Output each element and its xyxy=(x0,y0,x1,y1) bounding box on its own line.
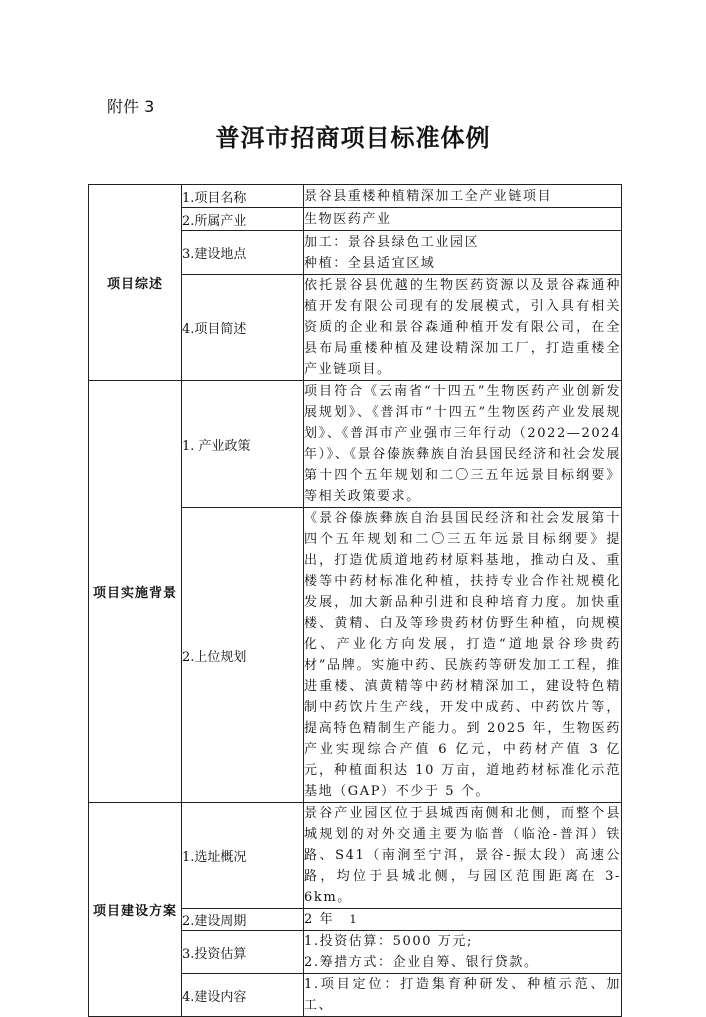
row-label: 2.建设周期 xyxy=(182,909,304,931)
row-label: 1.项目名称 xyxy=(182,185,304,208)
category-construction-plan: 项目建设方案 xyxy=(89,803,182,1017)
row-value: 景谷县重楼种植精深加工全产业链项目 xyxy=(304,185,622,208)
row-value: 项目符合《云南省“十四五”生物医药产业创新发展规划》、《普洱市“十四五”生物医药产业发展规划》、《普洱市产业强市三年行动（2022—2024 年）》、《景谷傣族彝族自治县国民经济和社会发展第十四个五年规划和二〇三五年远景目标纲要》等相关政策要求。 xyxy=(304,381,622,508)
table-row xyxy=(89,381,622,508)
row-label: 3.建设地点 xyxy=(182,231,304,275)
row-label: 4.项目简述 xyxy=(182,275,304,381)
value-line: 加工：景谷县绿色工业园区 xyxy=(304,234,480,250)
project-table xyxy=(88,184,622,1017)
row-value: 依托景谷县优越的生物医药资源以及景谷森通种植开发有限公司现有的发展模式，引入具有相关资质的企业和景谷森通种植开发有限公司，在全县布局重楼种植及建设精深加工厂，打造重楼全产业链项目。 xyxy=(304,275,622,381)
row-value xyxy=(304,231,622,275)
value-line: 1.投资估算：5000 万元; xyxy=(304,934,473,949)
row-value: 2 年 xyxy=(304,909,622,931)
value-line: 种植：全县适宜区域 xyxy=(304,255,436,271)
row-value: 景谷产业园区位于县城西南侧和北侧，而整个县城规划的对外交通主要为临普（临沧-普洱）铁路、S41（南涧至宁洱，景谷-振太段）高速公路，均位于县城北侧，与园区范围距离在 3-6km。 xyxy=(304,803,622,909)
row-label: 4.建设内容 xyxy=(182,974,304,1017)
page-number: 1 xyxy=(349,913,357,926)
row-label: 1. 产业政策 xyxy=(182,381,304,508)
page-title: 普洱市招商项目标准体例 xyxy=(215,123,491,152)
row-label: 2.上位规划 xyxy=(182,508,304,803)
row-value: 1.项目定位：打造集育种研发、种植示范、加工、 xyxy=(304,974,622,1017)
row-value: 生物医药产业 xyxy=(304,208,622,231)
attachment-label: 附件 3 xyxy=(107,97,155,116)
category-background: 项目实施背景 xyxy=(89,381,182,803)
row-value: 《景谷傣族彝族自治县国民经济和社会发展第十四个五年规划和二〇三五年远景目标纲要》提出，打造优质道地药材原料基地，推动白及、重楼等中药材标准化种植，扶持专业合作社规模化发展，加大新品种引进和良种培育力度。加快重楼、黄精、白及等珍贵药材仿野生种植，向规模化、产业化方向发展，打造“道地景谷珍贵药材”品牌。实施中药、民族药等研发加工工程，推进重楼、滇黄精等中药材精深加工，建设特色精制中药饮片生产线，开发中成药、中药饮片等，提高特色精制生产能力。到 2025 年，生物医药产业实现综合产值 6 亿元，中药材产值 3 亿元，种植面积达 10 万亩，道地药材标准化示范基地（GAP）不少于 5 个。 xyxy=(304,508,622,803)
value-line: 2.筹措方式：企业自筹、银行贷款。 xyxy=(304,955,539,970)
row-label: 3.投资估算 xyxy=(182,931,304,974)
row-label: 1.选址概况 xyxy=(182,803,304,909)
row-label: 2.所属产业 xyxy=(182,208,304,231)
row-value xyxy=(304,931,622,974)
category-overview: 项目综述 xyxy=(89,185,182,381)
table-row xyxy=(89,185,622,208)
table-row xyxy=(89,803,622,909)
